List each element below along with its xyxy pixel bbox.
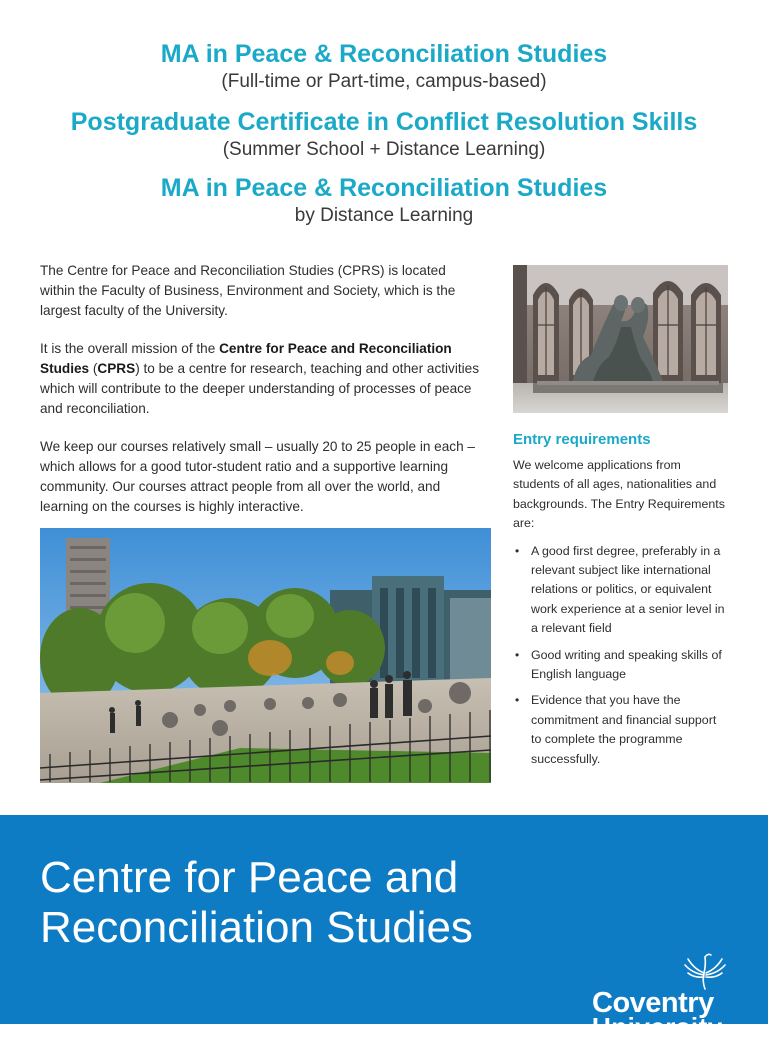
text-span: It is the overall mission of the xyxy=(40,341,220,356)
programme-headings xyxy=(0,38,768,228)
requirement-text: Good writing and speaking skills of English language xyxy=(531,647,722,682)
list-item xyxy=(513,542,728,639)
bullet-icon: • xyxy=(515,647,520,662)
list-item xyxy=(513,646,728,685)
entry-requirements-intro: We welcome applications from students of all ages, nationalities and backgrounds. The Entry Requirements are: xyxy=(513,458,725,531)
intro-paragraph-3: We keep our courses relatively small – usually 20 to 25 people in each – which allows for a good tutor-student ratio and a supportive learning community. Our courses attract people from all over the world, and learning on the courses is highly interactive. xyxy=(40,439,475,514)
footer-banner xyxy=(0,815,768,1042)
reconciliation-statue-photo xyxy=(513,265,728,413)
logo-wordmark-second-line: University xyxy=(592,1012,723,1042)
text-span: ( xyxy=(89,361,98,376)
programme-title: Postgraduate Certificate in Conflict Resolution Skills xyxy=(70,108,698,136)
programme-subtitle: by Distance Learning xyxy=(294,205,474,226)
logo-wordmark: Coventry xyxy=(592,987,714,1019)
bullet-icon: • xyxy=(515,543,520,558)
text-span: ) to be a centre for research, teaching and other activities which will contribute to the deeper understanding of processes of peace and reconciliation. xyxy=(40,361,480,416)
list-item xyxy=(513,691,728,769)
intro-text xyxy=(40,261,480,535)
entry-requirements-heading: Entry requirements xyxy=(513,431,651,448)
requirements-list xyxy=(513,542,728,769)
programme-subtitle: (Summer School + Distance Learning) xyxy=(222,139,546,160)
requirement-text: A good first degree, preferably in a relevant subject like international relations or politics, or equivalent work experience at a senior level in a relevant field xyxy=(531,543,725,636)
bullet-icon: • xyxy=(515,693,520,708)
bold-abbreviation: CPRS xyxy=(97,361,136,376)
banner-title: Centre for Peace and Reconciliation Studies xyxy=(40,853,473,952)
university-logo[interactable] xyxy=(590,951,740,1042)
requirement-text: Evidence that you have the commitment and financial support to complete the programme successfully. xyxy=(531,693,717,766)
intro-paragraph-2 xyxy=(40,339,480,419)
bold-centre-name: Centre for Peace and Reconciliation Studies xyxy=(40,341,452,376)
programme-title: MA in Peace & Reconciliation Studies xyxy=(160,174,608,202)
intro-paragraph-1: The Centre for Peace and Reconciliation Studies (CPRS) is located within the Faculty of Business, Environment and Society, which is the largest faculty of the University. xyxy=(40,263,456,318)
programme-title: MA in Peace & Reconciliation Studies xyxy=(160,40,608,68)
programme-subtitle: (Full-time or Part-time, campus-based) xyxy=(221,71,547,92)
campus-photo xyxy=(40,528,491,783)
entry-requirements-panel xyxy=(513,430,728,776)
